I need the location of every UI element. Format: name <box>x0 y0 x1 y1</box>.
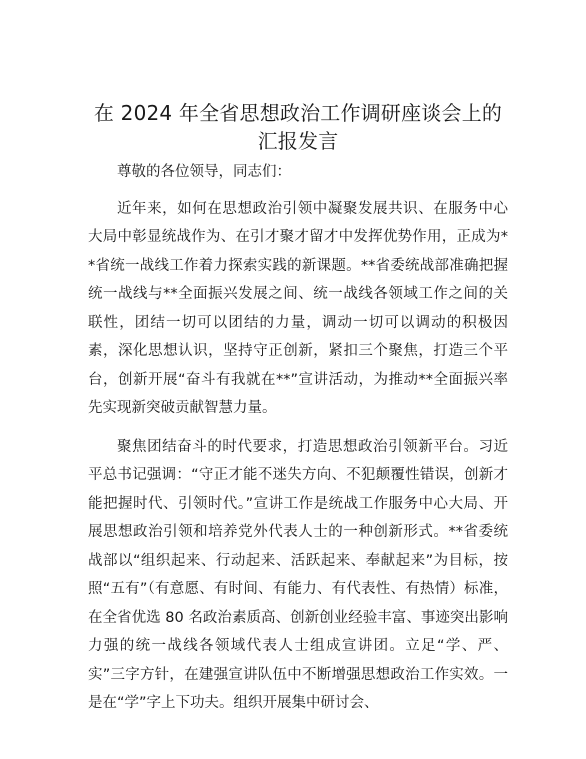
paragraph: 聚焦团结奋斗的时代要求，打造思想政治引领新平台。习近平总书记强调：“守正才能不迷失方向、不犯颠覆性错误，创新才能把握时代、引领时代。”宣讲工作是统战工作服务中心大局、开展思想政治引领和培养党外代表人士的一种创新形式。**省委统战部以“组织起来、行动起来、活跃起来、奉献起来”为目标，按照“五有”（有意愿、有时间、有能力、有代表性、有热情）标准，在全省优选 80 名政治素质高、创新创业经验丰富、事迹突出影响力强的统一战线各领域代表人士组成宣讲团。立足“学、严、实”三字方针，在建强宣讲队伍中不断增强思想政治工作实效。一是在“学”字上下功夫。组织开展集中研讨会、 <box>88 438 508 711</box>
document-title: 在 2024 年全省思想政治工作调研座谈会上的汇报发言 <box>93 101 503 153</box>
paragraph: 近年来，如何在思想政治引领中凝聚发展共识、在服务中心大局中彰显统战作为、在引才聚才留才中发挥优势作用，正成为**省统一战线工作着力探索实践的新课题。**省委统战部准确把握统一战线与**全面振兴发展之间、统一战线各领域工作之间的关联性，团结一切可以团结的力量，调动一切可以调动的积极因素，深化思想认识，坚持守正创新，紧扣三个聚焦，打造三个平台，创新开展“奋斗有我就在**”宣讲活动，为推动**全面振兴率先实现新突破贡献智慧力量。 <box>88 200 508 416</box>
salutation: 尊敬的各位领导，同志们： <box>117 164 291 180</box>
document-body <box>88 158 508 728</box>
